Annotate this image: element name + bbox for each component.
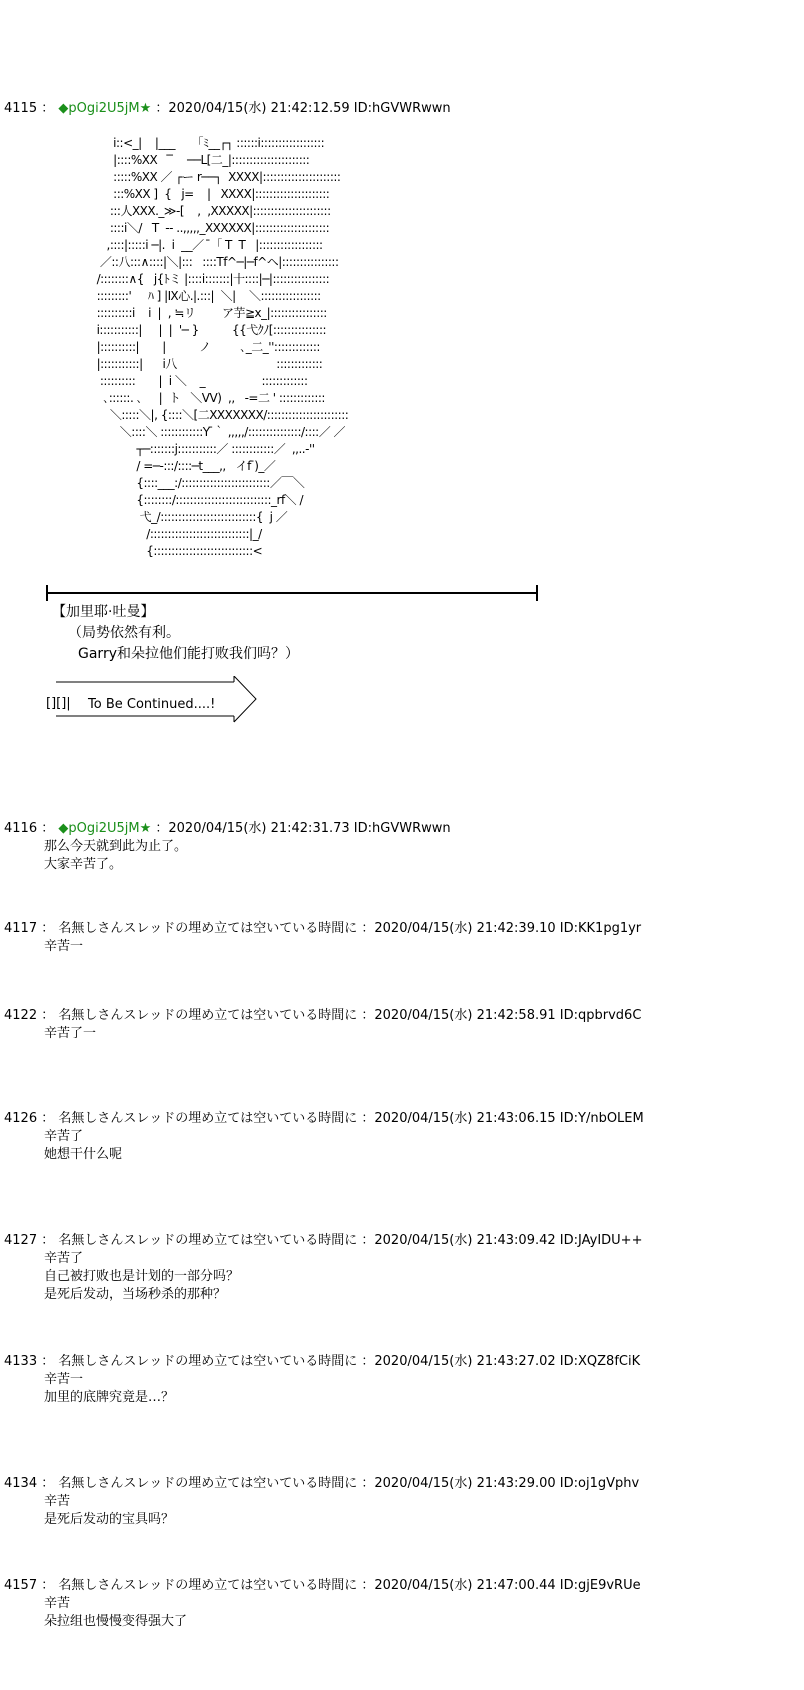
post-header: 4133 ： 名無しさんスレッドの埋め立ては空いている時間に ：2020/04/15(水) 21:43:27.02 ID:XQZ8fCiK xyxy=(4,1354,641,1369)
divider-cap-right xyxy=(536,585,538,601)
ascii-art-line: i::<_| |___ 「ﾐ__┌┐ ::::::i:::::::::::::::::: xyxy=(80,136,325,150)
post-date: 2020/04/15(水) 21:42:31.73 xyxy=(168,821,350,836)
post-line: 她想干什么呢 xyxy=(44,1147,123,1162)
post-author[interactable]: ◆pOgi2U5jM xyxy=(58,101,140,116)
ascii-art-line: ,::::|:::::i ─|. i __／ ̄「 T T |:::::::::::::::::: xyxy=(80,238,323,252)
post-4134 xyxy=(4,1475,639,1529)
ascii-art-line: ::::i＼/ T ‐‐ ..,,,,,_XXXXXX|::::::::::::::::::::: xyxy=(80,221,330,235)
post-4133 xyxy=(4,1353,640,1407)
post-id[interactable]: ID:gjE9vRUe xyxy=(559,1578,641,1593)
post-4126 xyxy=(4,1110,644,1164)
post-header: 4157 ： 名無しさんスレッドの埋め立ては空いている時間に ：2020/04/15(水) 21:47:00.44 ID:gjE9vRUe xyxy=(4,1578,641,1593)
post-author[interactable]: 名無しさんスレッドの埋め立ては空いている時間に xyxy=(58,1008,358,1023)
post-line: 是死后发动，当场秒杀的那种？ xyxy=(44,1287,227,1302)
post-number: 4134 xyxy=(4,1476,38,1491)
post-number: 4126 xyxy=(4,1111,38,1126)
ascii-art-line: :::::::::: | i ＼ _ ::::::::::::: xyxy=(80,374,308,388)
divider-cap-left xyxy=(46,585,48,601)
post-date: 2020/04/15(水) 21:43:09.42 xyxy=(374,1233,556,1248)
ascii-art-line: {::::::::/:::::::::::::::::::::::::::_rf＼ / xyxy=(80,493,304,507)
post-id[interactable]: ID:hGVWRwwn xyxy=(353,101,451,116)
post-date: 2020/04/15(水) 21:42:39.10 xyxy=(374,921,556,936)
post-4117 xyxy=(4,920,641,956)
post-body xyxy=(4,1595,641,1631)
post-header: 4115 ： ◆pOgi2U5jM★ ：2020/04/15(水) 21:42:12.59 ID:hGVWRwwn xyxy=(4,101,451,116)
post-date: 2020/04/15(水) 21:43:29.00 xyxy=(374,1476,556,1491)
arrow-label: To Be Continued....! xyxy=(88,697,216,712)
ascii-art-line: ／::八:::∧::::|＼|::: ::::Tf^─|─f^ヘ|:::::::::::::::: xyxy=(80,255,339,269)
post-body xyxy=(4,1128,644,1164)
ascii-art-line: / =─‐:::/::::─t___,, イf ̄)_／ xyxy=(80,459,276,473)
post-body xyxy=(4,1025,641,1043)
post-line: 朵拉组也慢慢变得强大了 xyxy=(44,1614,188,1629)
post-line: 辛苦了 xyxy=(44,1129,84,1144)
arrow-mark: [][]| xyxy=(46,696,71,711)
ascii-art-line: |::::%XX ̄ ̄ ──L[二_|:::::::::::::::::::::: xyxy=(80,153,310,167)
post-line: 自己被打败也是计划的一部分吗？ xyxy=(44,1269,240,1284)
post-date: 2020/04/15(水) 21:43:27.02 xyxy=(374,1354,556,1369)
post-author[interactable]: ◆pOgi2U5jM xyxy=(58,821,140,836)
post-number: 4115 xyxy=(4,101,38,116)
post-line: 辛苦 xyxy=(44,1596,71,1611)
ascii-art-line: |::::::::::| | ノ ､_二_''::::::::::::: xyxy=(80,340,320,354)
post-line: 辛苦了 xyxy=(44,1251,84,1266)
post-date: 2020/04/15(水) 21:42:12.59 xyxy=(168,101,350,116)
post-header: 4117 ： 名無しさんスレッドの埋め立ては空いている時間に ：2020/04/15(水) 21:42:39.10 ID:KK1pg1yr xyxy=(4,921,642,936)
star-icon: ★ xyxy=(139,821,152,836)
ascii-art-line: 弋_/:::::::::::::::::::::::::::{ j ／ xyxy=(80,510,288,524)
post-4116 xyxy=(4,820,451,874)
ascii-art-line: ＼::::＼ ::::::::::::Y ̄｀ ,,,,,/:::::::::::::::/::::／ ／ xyxy=(80,425,346,439)
ascii-art-line: ::::::::::i i | , ≒リ ア芋≧x_|:::::::::::::::: xyxy=(80,306,327,320)
ascii-art-line: :::人XXX._≫-[ , ,XXXXX|:::::::::::::::::::::: xyxy=(80,204,331,218)
post-header: 4126 ： 名無しさんスレッドの埋め立ては空いている時間に ：2020/04/15(水) 21:43:06.15 ID:Y/nbOLEM xyxy=(4,1111,644,1126)
post-4157 xyxy=(4,1577,641,1631)
post-line: 辛苦 xyxy=(44,1494,71,1509)
ascii-art-line: :::::%XX ／ ┌ー r──┐ XXXX|:::::::::::::::::::::: xyxy=(80,170,341,184)
post-date: 2020/04/15(水) 21:47:00.44 xyxy=(374,1578,556,1593)
post-header: 4127 ： 名無しさんスレッドの埋め立ては空いている時間に ：2020/04/15(水) 21:43:09.42 ID:JAyIDU++ xyxy=(4,1233,643,1248)
post-author[interactable]: 名無しさんスレッドの埋め立ては空いている時間に xyxy=(58,1354,358,1369)
ascii-art-line: ┬─:::::::j:::::::::::／ ::::::::::::／ ,,..-'' xyxy=(80,442,315,456)
ascii-art-line: /::::::::::::::::::::::::::::|_/ xyxy=(80,527,262,541)
post-line: 那么今天就到此为止了。 xyxy=(44,839,188,854)
post-number: 4122 xyxy=(4,1008,38,1023)
post-line: 辛苦一 xyxy=(44,939,84,954)
post-body xyxy=(4,1493,639,1529)
speech-line: （局势依然有利。 xyxy=(68,625,180,641)
ascii-art-line: ＼:::::＼|, {::::＼[二XXXXXXX/::::::::::::::::::::::: xyxy=(80,408,349,422)
post-body xyxy=(4,1371,640,1407)
post-header: 4134 ： 名無しさんスレッドの埋め立ては空いている時間に ：2020/04/15(水) 21:43:29.00 ID:oj1gVphv xyxy=(4,1476,640,1491)
post-id[interactable]: ID:hGVWRwwn xyxy=(353,821,451,836)
post-body xyxy=(4,838,451,874)
ascii-art-line: i:::::::::::| | | '─ } {{弋ｸﾉ[::::::::::::::: xyxy=(80,323,327,337)
post-author[interactable]: 名無しさんスレッドの埋め立ては空いている時間に xyxy=(58,1111,358,1126)
post-author[interactable]: 名無しさんスレッドの埋め立ては空いている時間に xyxy=(58,1578,358,1593)
ascii-art-line: /::::::::∧{ j{ﾄミ |::::i:::::::|十::::|─|:::::::::::::::: xyxy=(80,272,330,286)
post-id[interactable]: ID:Y/nbOLEM xyxy=(559,1111,644,1126)
speech-block xyxy=(52,602,299,665)
post-line: 大家辛苦了。 xyxy=(44,857,123,872)
post-number: 4116 xyxy=(4,821,38,836)
post-number: 4117 xyxy=(4,921,38,936)
ascii-art-line: {::::___:/:::::::::::::::::::::::::／￣＼ xyxy=(80,476,305,490)
post-id[interactable]: ID:KK1pg1yr xyxy=(559,921,642,936)
post-number: 4127 xyxy=(4,1233,38,1248)
ascii-art-line: :::%XX ] { j= | XXXX|::::::::::::::::::::: xyxy=(80,187,330,201)
post-body xyxy=(4,1250,642,1304)
ascii-art xyxy=(80,135,348,560)
speech-line: Garry和朵拉他们能打败我们吗？） xyxy=(78,646,299,662)
ascii-art-line: ､::::::. ､ | ト ＼VV) ,, ‐=二 ' ::::::::::::: xyxy=(80,391,325,405)
speaker-name: 【加里耶·吐曼】 xyxy=(52,604,155,620)
post-header: 4122 ： 名無しさんスレッドの埋め立ては空いている時間に ：2020/04/15(水) 21:42:58.91 ID:qpbrvd6C xyxy=(4,1008,642,1023)
post-header: 4116 ： ◆pOgi2U5jM★ ：2020/04/15(水) 21:42:31.73 ID:hGVWRwwn xyxy=(4,821,451,836)
post-4115 xyxy=(4,100,451,118)
post-line: 辛苦了一 xyxy=(44,1026,97,1041)
star-icon: ★ xyxy=(139,101,152,116)
post-number: 4157 xyxy=(4,1578,38,1593)
post-author[interactable]: 名無しさんスレッドの埋め立ては空いている時間に xyxy=(58,1233,358,1248)
post-line: 辛苦一 xyxy=(44,1372,84,1387)
post-line: 是死后发动的宝具吗？ xyxy=(44,1512,175,1527)
ascii-art-line: |:::::::::::| i八 ::::::::::::: xyxy=(80,357,323,371)
post-line: 加里的底牌究竟是…？ xyxy=(44,1390,175,1405)
post-body xyxy=(4,938,641,956)
ascii-art-line: :::::::::' ﾊ ] |Ⅸ心.|.:::| ＼| ＼::::::::::::::::: xyxy=(80,289,321,303)
post-id[interactable]: ID:JAyIDU++ xyxy=(559,1233,643,1248)
post-date: 2020/04/15(水) 21:42:58.91 xyxy=(374,1008,556,1023)
post-date: 2020/04/15(水) 21:43:06.15 xyxy=(374,1111,556,1126)
ascii-art-line: {::::::::::::::::::::::::::::< xyxy=(80,544,263,558)
post-4122 xyxy=(4,1007,641,1043)
post-id[interactable]: ID:qpbrvd6C xyxy=(559,1008,642,1023)
post-id[interactable]: ID:oj1gVphv xyxy=(559,1476,640,1491)
post-4127 xyxy=(4,1232,642,1304)
divider-rule xyxy=(46,592,536,594)
post-author[interactable]: 名無しさんスレッドの埋め立ては空いている時間に xyxy=(58,1476,358,1491)
post-number: 4133 xyxy=(4,1354,38,1369)
post-id[interactable]: ID:XQZ8fCiK xyxy=(559,1354,641,1369)
post-author[interactable]: 名無しさんスレッドの埋め立ては空いている時間に xyxy=(58,921,358,936)
